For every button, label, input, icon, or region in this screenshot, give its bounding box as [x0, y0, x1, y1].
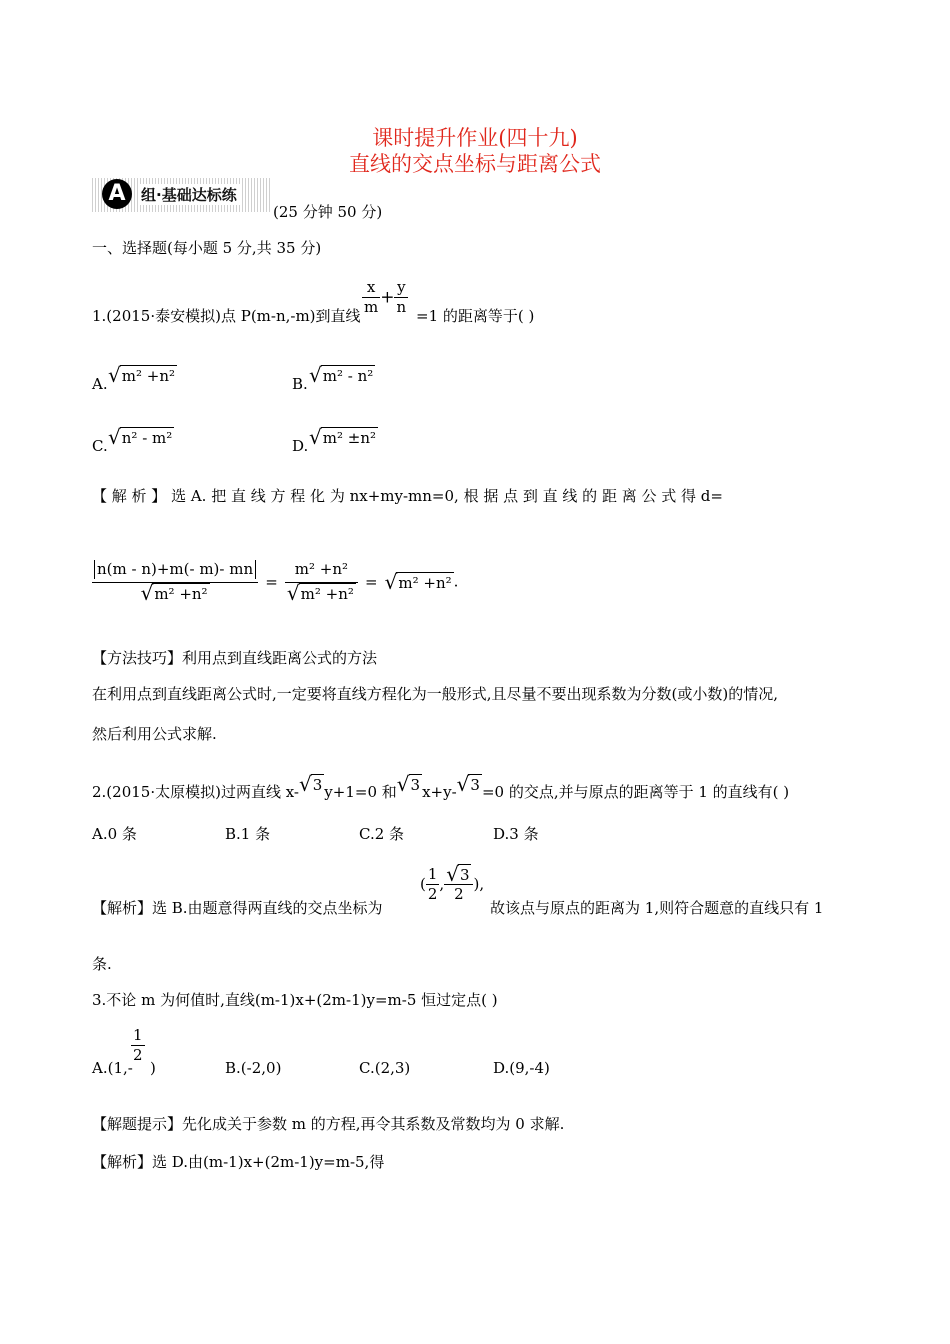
q3-stem: 3.不论 m 为何值时,直线(m-1)x+(2m-1)y=m-5 恒过定点( ): [92, 991, 498, 1009]
q2-root2: 3: [410, 776, 421, 794]
q3-optB: B.(-2,0): [225, 1059, 282, 1077]
q2-optD: D.3 条: [493, 825, 539, 843]
q3-optA-post: ): [150, 1059, 156, 1077]
q1-optA: √ m² +n²: [108, 362, 175, 387]
badge-letter: A: [102, 179, 132, 209]
q1-dot: .: [453, 572, 459, 591]
q1-optA-label: A.: [92, 375, 108, 393]
q2-c1-den: 2: [427, 884, 438, 903]
q1-formula-denominator: m² +n²: [154, 585, 208, 603]
q2-analysis-pre: 【解析】选 B.由题意得两直线的交点坐标为: [92, 899, 383, 917]
doc-title-line2: 直线的交点坐标与距离公式: [349, 152, 601, 176]
q1-plus: +: [380, 287, 395, 308]
q1-analysis: 【 解 析 】 选 A. 把 直 线 方 程 化 为 nx+my-mn=0, 根 据 点 到 直 线 的 距 离 公 式 得 d=: [92, 487, 723, 505]
q1-optA-radicand: m² +n²: [121, 366, 175, 385]
q3-optA-num: 1: [133, 1026, 143, 1044]
q1-optC-label: C.: [92, 437, 108, 455]
q2-stem-p1: 2.(2015·太原模拟)过两直线 x-: [92, 783, 299, 801]
q3-optA-frac: [131, 1026, 145, 1065]
q2-optC: C.2 条: [359, 825, 405, 843]
q2-root3: 3: [470, 776, 480, 794]
q2-analysis-end: 条.: [92, 955, 112, 973]
q1-optB-radicand: m² - n²: [322, 366, 374, 385]
tip1-line2: 然后利用公式求解.: [92, 725, 217, 743]
tip1-line1: 在利用点到直线距离公式时,一定要将直线方程化为一般形式,且尽量不要出现系数为分数(或小数)的情况,: [92, 685, 779, 703]
group-a-badge: [92, 178, 270, 212]
time-note: (25 分钟 50 分): [273, 203, 383, 221]
q3-optD: D.(9,-4): [493, 1059, 550, 1077]
q2-stem-p2: y+1=0 和: [324, 783, 397, 801]
q1-eq1: =: [265, 572, 278, 591]
q1-formula-mid-num: m² +n²: [294, 560, 349, 578]
q2-intersection-coord: ( $\frac{1}{2}$ , √ 3 2 ),: [420, 862, 485, 903]
badge-text: 组·基础达标练: [138, 184, 240, 205]
q1-stem-post: =1 的距离等于( ): [416, 307, 535, 325]
q3-optC: C.(2,3): [359, 1059, 411, 1077]
q1-distance-formula: n(m - n)+m(- m)- mn √ m² +n² = m² +n² √ m² +n² = √ m² +n² .: [92, 560, 458, 603]
q2-analysis-post: 故该点与原点的距离为 1,则符合题意的直线只有 1: [490, 899, 824, 917]
q1-optB-label: B.: [292, 375, 308, 393]
q1-optC: √ n² - m²: [108, 424, 173, 449]
q2-stem: 2.(2015·太原模拟)过两直线 x- √ 3 y+1=0 和 √ 3 x+y- √ 3 =0 的交点,并与原点的距离等于 1 的直线有( ): [92, 772, 790, 801]
q1-stem-pre: 1.(2015·泰安模拟)点 P(m-n,-m)到直线: [92, 307, 361, 325]
q1-frac2-num: y: [397, 278, 406, 296]
q2-stem-p3: x+y-: [422, 783, 457, 801]
q2-optB: B.1 条: [225, 825, 271, 843]
q1-optD: √ m² ±n²: [309, 424, 376, 449]
q2-stem-p4: =0 的交点,并与原点的距离等于 1 的直线有( ): [481, 783, 790, 801]
q1-optD-radicand: m² ±n²: [322, 428, 376, 447]
q2-optA: A.0 条: [92, 825, 137, 843]
q3-optA-den: 2: [133, 1046, 143, 1064]
tip1-heading: 【方法技巧】利用点到直线距离公式的方法: [92, 649, 378, 667]
q1-formula-result: m² +n²: [398, 573, 452, 592]
doc-title-line1: 课时提升作业(四十九): [372, 126, 578, 150]
q1-frac1-den: m: [364, 298, 379, 316]
q1-frac1-num: x: [366, 278, 376, 296]
q2-c2-num: 3: [459, 866, 470, 884]
q2-c2-den: 2: [454, 885, 464, 903]
q1-optD-label: D.: [292, 437, 309, 455]
q2-c1-num: 1: [427, 864, 438, 883]
q2-coord-close: ),: [473, 875, 485, 893]
q1-optC-radicand: n² - m²: [121, 428, 173, 447]
q1-formula-numerator: n(m - n)+m(- m)- mn: [94, 560, 256, 579]
q1-line-equation: [362, 278, 408, 317]
q3-optA-pre: A.(1,-: [92, 1059, 133, 1077]
q2-root1: 3: [312, 776, 323, 794]
q1-formula-mid-den: m² +n²: [300, 585, 354, 603]
q3-hint: 【解题提示】先化成关于参数 m 的方程,再令其系数及常数均为 0 求解.: [92, 1115, 565, 1133]
section-heading: 一、选择题(每小题 5 分,共 35 分): [92, 239, 322, 257]
q3-analysis: 【解析】选 D.由(m-1)x+(2m-1)y=m-5,得: [92, 1153, 385, 1171]
q2-coord-open: (: [420, 875, 426, 893]
q1-optB: √ m² - n²: [309, 362, 374, 387]
q1-frac2-den: n: [396, 298, 407, 316]
q2-coord-comma: ,: [439, 875, 445, 893]
q1-eq2: =: [365, 572, 378, 591]
